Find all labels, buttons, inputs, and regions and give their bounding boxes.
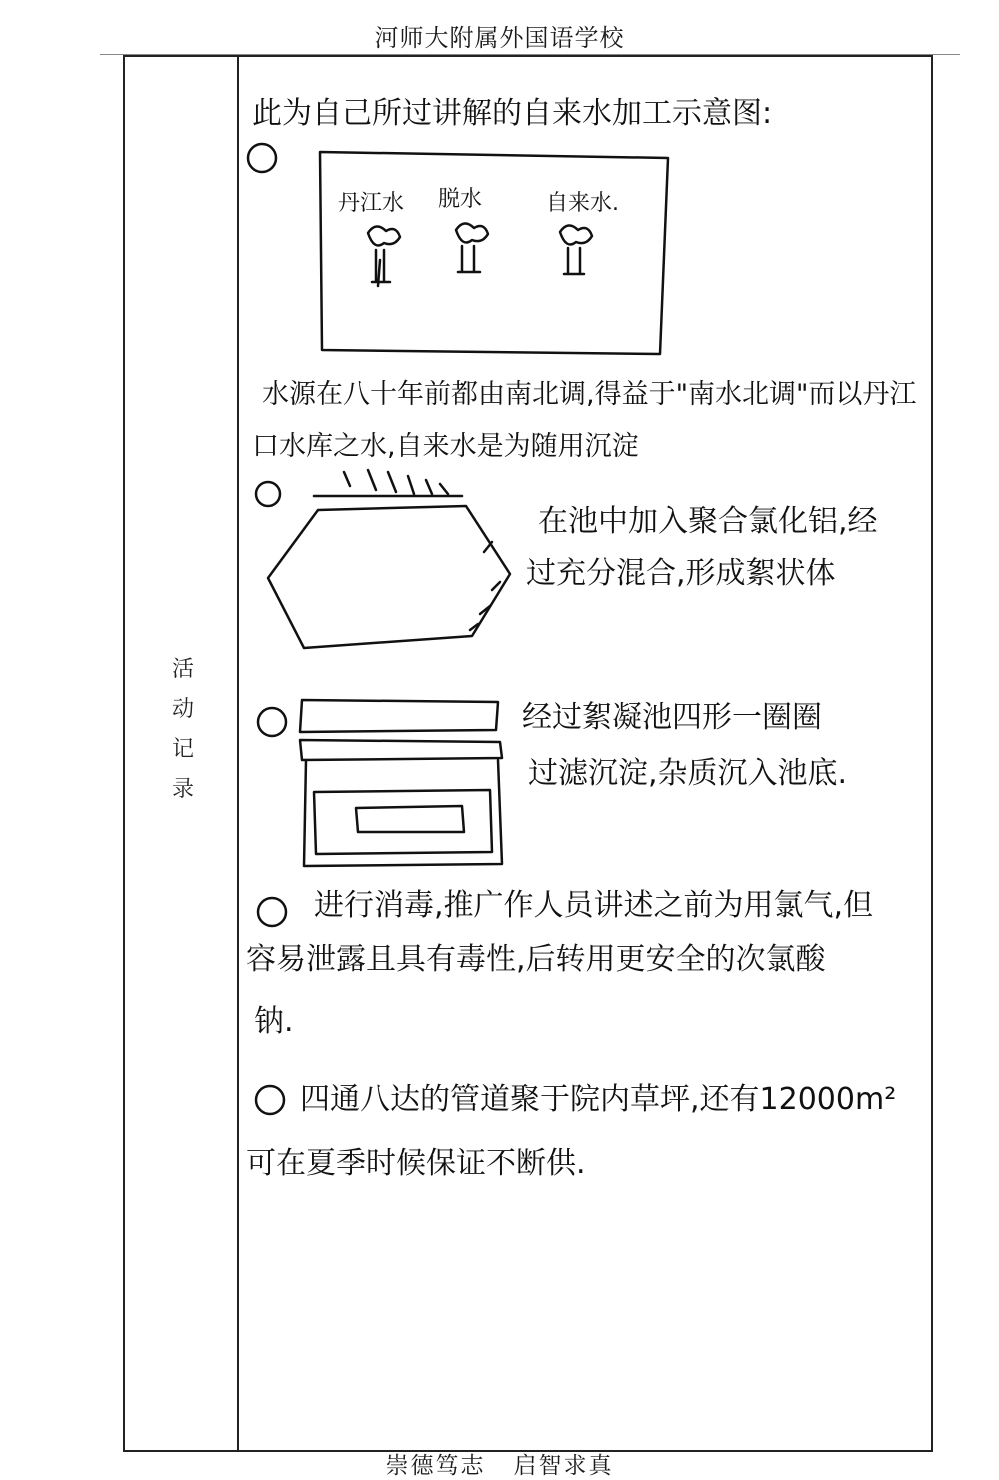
motto-left: 崇德笃志 bbox=[385, 1453, 486, 1479]
tap-label-danjiang: 丹江水 bbox=[338, 191, 405, 216]
row-label-activity-record bbox=[160, 650, 206, 810]
row-label-char: 活 bbox=[171, 657, 194, 682]
step4-text-line1: 进行消毒,推广作人员讲述之前为用氯气,但 bbox=[314, 888, 874, 923]
step2-text-line1: 在池中加入聚合氯化铝,经 bbox=[538, 504, 878, 539]
tap-label-dehydrated: 脱水 bbox=[438, 187, 483, 212]
step3-text-line2: 过滤沉淀,杂质沉入池底. bbox=[528, 756, 848, 791]
tap-label-tapwater: 自来水. bbox=[546, 191, 619, 216]
step2-text-line2: 过充分混合,形成絮状体 bbox=[526, 556, 836, 591]
row-label-char: 记 bbox=[171, 737, 194, 762]
school-motto-footer bbox=[0, 1447, 999, 1480]
step4-text-line2: 容易泄露且具有毒性,后转用更安全的次氯酸 bbox=[246, 942, 826, 977]
step1-text-line2: 口水库之水,自来水是为随用沉淀 bbox=[252, 431, 639, 462]
intro-text: 此为自己所过讲解的自来水加工示意图: bbox=[252, 96, 773, 131]
step3-text-line1: 经过絮凝池四形一圈圈 bbox=[522, 700, 822, 735]
step1-text-line1: 水源在八十年前都由南北调,得益于"南水北调"而以丹江 bbox=[262, 379, 917, 410]
step4-text-line3: 钠. bbox=[254, 1004, 294, 1039]
motto-right: 启智求真 bbox=[513, 1453, 614, 1479]
row-label-char: 录 bbox=[171, 777, 194, 802]
step5-text-line1: 四通八达的管道聚于院内草坪,还有12000m² bbox=[300, 1082, 897, 1117]
step5-text-line2: 可在夏季时候保证不断供. bbox=[246, 1146, 586, 1181]
column-divider bbox=[237, 55, 239, 1452]
row-label-char: 动 bbox=[171, 697, 194, 722]
school-name-header: 河师大附属外国语学校 bbox=[374, 24, 625, 52]
